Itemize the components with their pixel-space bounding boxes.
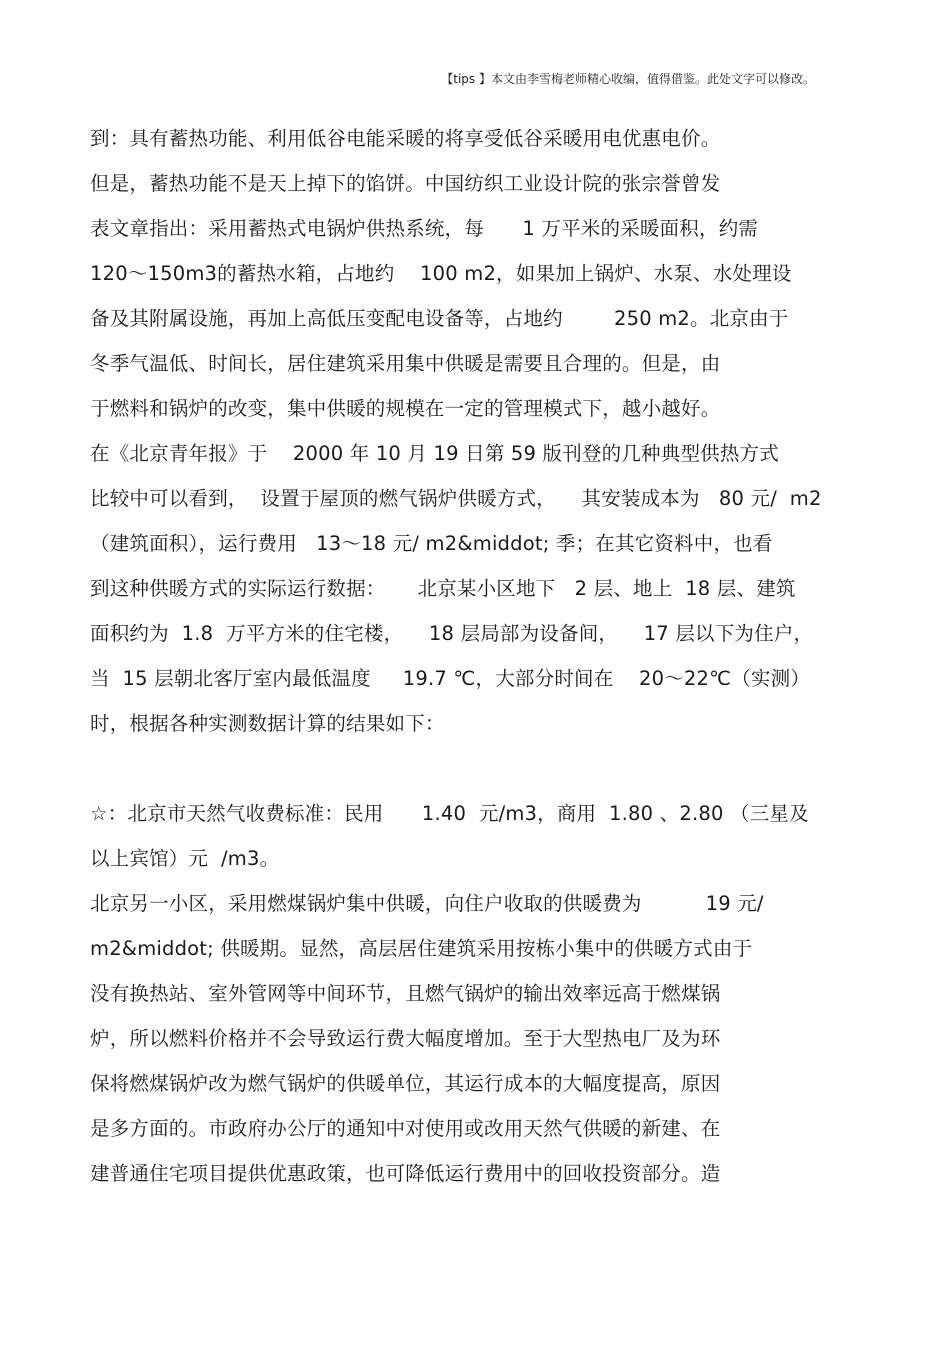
text-line: 以上宾馆）元 /m3。: [90, 847, 280, 870]
text-line: 冬季气温低、时间长，居住建筑采用集中供暖是需要且合理的。但是，由: [90, 352, 721, 375]
text-line: ☆：北京市天然气收费标准：民用 1.40 元/m3，商用 1.80 、2.80 （三星及: [90, 802, 809, 825]
text-line: （建筑面积），运行费用 13～18 元/ m2&middot; 季；在其它资料中，也看: [90, 532, 773, 555]
text-line: 于燃料和锅炉的改变，集中供暖的规模在一定的管理模式下，越小越好。: [90, 397, 721, 420]
text-line: 到：具有蓄热功能、利用低谷电能采暖的将享受低谷采暖用电优惠电价。: [90, 127, 721, 150]
text-line: 面积约为 1.8 万平方米的住宅楼， 18 层局部为设备间， 17 层以下为住户，: [90, 622, 814, 645]
text-line: 保将燃煤锅炉改为燃气锅炉的供暖单位，其运行成本的大幅度提高，原因: [90, 1072, 721, 1095]
paragraph-2: [90, 803, 880, 1185]
text-line: 到这种供暖方式的实际运行数据： 北京某小区地下 2 层、地上 18 层、建筑: [90, 577, 796, 600]
paragraph-gap: [90, 758, 880, 803]
text-line: 当 15 层朝北客厅室内最低温度 19.7 ℃，大部分时间在 20～22℃（实测）: [90, 667, 811, 690]
text-line: 备及其附属设施，再加上高低压变配电设备等，占地约 250 m2。北京由于: [90, 307, 789, 330]
text-line: 表文章指出：采用蓄热式电锅炉供热系统，每 1 万平米的采暖面积，约需: [90, 217, 759, 240]
text-line: 120～150m3的蓄热水箱，占地约 100 m2，如果加上锅炉、水泵、水处理设: [90, 262, 792, 285]
text-line: 北京另一小区，采用燃煤锅炉集中供暖，向住户收取的供暖费为 19 元/: [90, 892, 764, 915]
text-line: 时，根据各种实测数据计算的结果如下：: [90, 712, 445, 735]
text-line: 建普通住宅项目提供优惠政策，也可降低运行费用中的回收投资部分。造: [90, 1162, 721, 1185]
text-line: 但是，蓄热功能不是天上掉下的馅饼。中国纺织工业设计院的张宗誉曾发: [90, 172, 721, 195]
text-line: m2&middot; 供暖期。显然，高层居住建筑采用按栋小集中的供暖方式由于: [90, 937, 753, 960]
paragraph-1: [90, 128, 880, 735]
text-line: 比较中可以看到， 设置于屋顶的燃气锅炉供暖方式， 其安装成本为 80 元/ m2: [90, 487, 822, 510]
document-body: [90, 128, 880, 1208]
header-tip: 【tips 】本文由李雪梅老师精心收编，值得借鉴。此处文字可以修改。: [441, 72, 815, 86]
text-line: 是多方面的。市政府办公厅的通知中对使用或改用天然气供暖的新建、在: [90, 1117, 721, 1140]
text-line: 在《北京青年报》于 2000 年 10 月 19 日第 59 版刊登的几种典型供热方式: [90, 442, 779, 465]
text-line: 没有换热站、室外管网等中间环节，且燃气锅炉的输出效率远高于燃煤锅: [90, 982, 721, 1005]
text-line: 炉，所以燃料价格并不会导致运行费大幅度增加。至于大型热电厂及为环: [90, 1027, 721, 1050]
